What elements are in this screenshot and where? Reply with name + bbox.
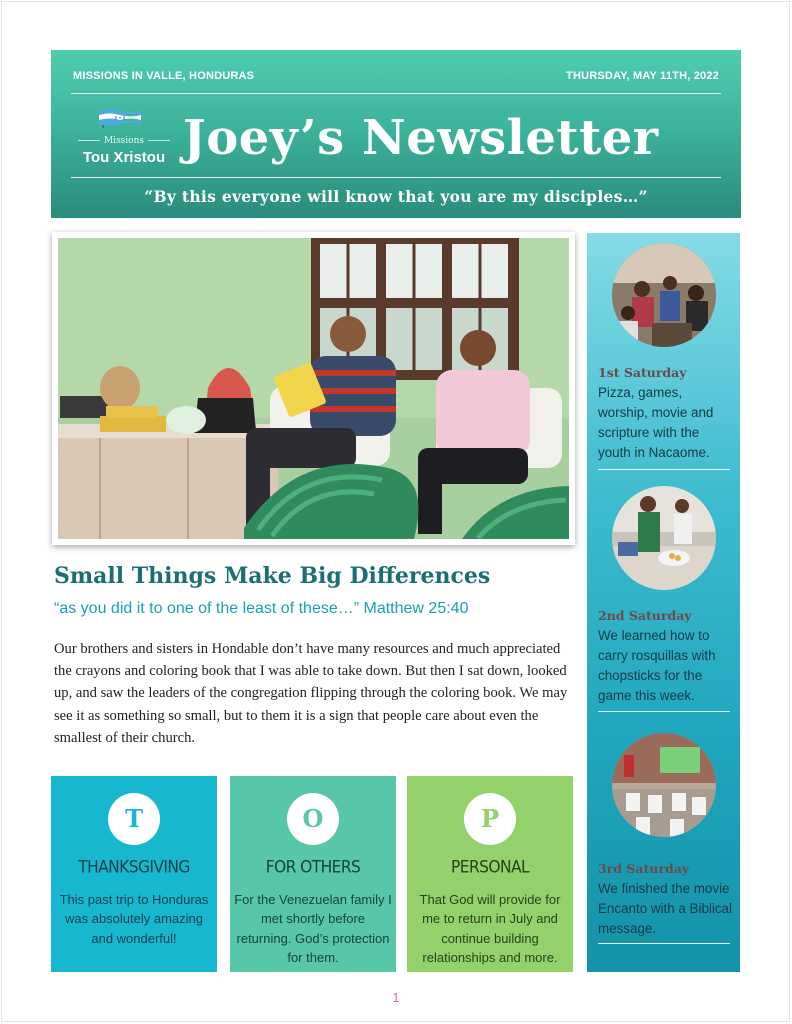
sidebar-divider-2 xyxy=(598,711,730,712)
sidebar-text-1st-saturday: Pizza, games, worship, movie and scripture with the youth in Nacaome. xyxy=(598,385,714,460)
sidebar-divider-3 xyxy=(598,943,730,944)
top-letter-p: P xyxy=(464,793,516,845)
honduras-flag-icon xyxy=(95,108,145,128)
article-body: Our brothers and sisters in Hondable don’t have many resources and much appreciated the crayons and coloring book that I was able to take down. But then I sat down, looked up, and saw the leaders of the congregation flipping through the coloring book. We may see it as something so small, but to them it is a sign that people care about even the smallest of their church. xyxy=(54,641,568,746)
sidebar-photo-youth xyxy=(612,243,716,347)
top-box-for-others xyxy=(230,776,396,972)
top-text-personal: That God will provide for me to return in July and continue building relationships and more. xyxy=(419,892,561,966)
sidebar-photo-rosquillas xyxy=(612,486,716,590)
top-text-for-others: For the Venezuelan family I met shortly before returning. God’s protection for them. xyxy=(234,892,392,966)
header-location: MISSIONS IN VALLE, HONDURAS xyxy=(73,70,255,82)
sidebar-divider-1 xyxy=(598,469,730,470)
header-quote: “By this everyone will know that you are my disciples…” xyxy=(144,187,648,206)
main-photo xyxy=(58,238,569,539)
header-rule-bottom xyxy=(71,177,721,178)
sidebar-photo-movie xyxy=(612,733,716,837)
page-number: 1 xyxy=(392,990,400,1005)
sidebar-label-1st-saturday: 1st Saturday xyxy=(598,365,687,380)
sidebar-text-3rd-saturday: We finished the movie Encanto with a Biblical message. xyxy=(598,881,732,936)
header-date: THURSDAY, MAY 11TH, 2022 xyxy=(566,70,719,82)
weekly-sidebar xyxy=(587,233,740,972)
top-letter-o: O xyxy=(287,793,339,845)
article-title: Small Things Make Big Differences xyxy=(54,563,491,589)
logo-name-text: Tou Xristou xyxy=(82,149,166,166)
ministry-logo xyxy=(71,108,177,170)
sidebar-label-3rd-saturday: 3rd Saturday xyxy=(598,861,690,876)
top-box-thanksgiving xyxy=(51,776,217,972)
logo-missions-text: Missions xyxy=(71,136,177,146)
top-heading-personal: PERSONAL xyxy=(451,857,529,877)
header-rule-top xyxy=(71,93,721,94)
newsletter-title: Joey’s Newsletter xyxy=(183,110,659,166)
top-heading-for-others: FOR OTHERS xyxy=(265,857,361,877)
header-topline xyxy=(71,68,721,84)
top-letter-t: T xyxy=(108,793,160,845)
top-text-thanksgiving: This past trip to Honduras was absolutely amazing and wonderful! xyxy=(59,892,209,946)
article-verse: “as you did it to one of the least of these…” Matthew 25:40 xyxy=(54,600,469,617)
main-photo-frame xyxy=(52,232,575,545)
top-box-personal xyxy=(407,776,573,972)
sidebar-label-2nd-saturday: 2nd Saturday xyxy=(598,608,692,623)
top-heading-thanksgiving: THANKSGIVING xyxy=(78,857,190,877)
sidebar-text-2nd-saturday: We learned how to carry rosquillas with chopsticks for the game this week. xyxy=(598,628,716,703)
newsletter-header xyxy=(51,50,741,218)
